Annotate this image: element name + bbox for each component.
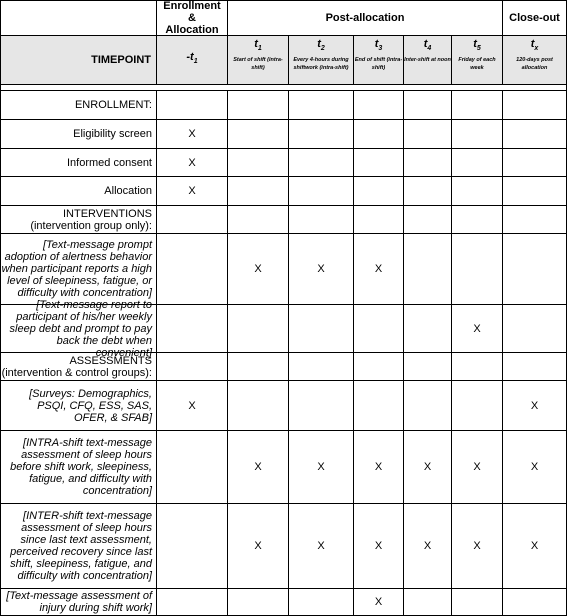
row-label: Allocation [0,177,157,206]
schedule-cell [452,120,503,149]
schedule-cell [228,353,289,381]
schedule-cell [404,91,452,120]
t3-sub: 3 [378,45,383,53]
schedule-cell [452,177,503,206]
schedule-cell: X [354,589,404,616]
row-label: [INTER-shift text-message assessment of sleep hours since last text assessment, perceived recovery since last shift, sleepiness, fatigue, and difficulty with concentration] [0,504,157,589]
t1-sub: 1 [257,45,262,53]
schedule-cell [157,206,228,234]
schedule-cell [228,177,289,206]
tx-desc: 120-days post allocation [516,57,553,72]
timepoint-t1 [228,36,289,85]
schedule-cell [289,206,354,234]
t3-t: t [374,38,379,50]
schedule-cell: X [404,504,452,589]
schedule-cell: X [354,234,404,305]
schedule-cell [289,91,354,120]
schedule-cell [289,589,354,616]
schedule-cell [452,234,503,305]
schedule-cell: X [157,177,228,206]
t4-sub: 4 [427,45,432,53]
schedule-cell [452,149,503,177]
t2-sub: 2 [320,45,325,53]
schedule-cell [354,91,404,120]
schedule-cell [354,305,404,353]
schedule-cell: X [404,431,452,504]
schedule-cell [228,589,289,616]
t4-desc: Inter-shift at noon [404,57,451,64]
row-label: [Surveys: Demographics, PSQI, CFQ, ESS, SAS, OFER, & SFAB] [0,381,157,431]
header-corner [0,0,157,36]
schedule-cell [503,91,567,120]
schedule-cell: X [228,234,289,305]
schedule-cell [289,149,354,177]
schedule-cell [157,431,228,504]
tx-t: t [530,38,535,50]
schedule-cell [404,353,452,381]
timepoint-label: TIMEPOINT [0,36,157,85]
timepoint-t3 [354,36,404,85]
schedule-cell [289,353,354,381]
t1-desc: Start of shift (intra-shift) [233,57,283,72]
schedule-cell [404,120,452,149]
schedule-cell [289,381,354,431]
schedule-cell: X [228,431,289,504]
schedule-cell [354,381,404,431]
schedule-cell [503,149,567,177]
schedule-cell [228,91,289,120]
schedule-cell [404,305,452,353]
t2-desc: Every 4-hours during shiftwork (intra-shift) [293,57,349,72]
row-label: Eligibility screen [0,120,157,149]
schedule-cell [452,381,503,431]
schedule-cell [289,120,354,149]
schedule-cell [157,589,228,616]
schedule-cell [289,305,354,353]
timepoint-t5 [452,36,503,85]
schedule-cell [157,305,228,353]
header-close-out: Close-out [503,0,567,36]
schedule-cell [503,120,567,149]
schedule-cell [404,177,452,206]
timepoint-t2 [289,36,354,85]
t5-t: t [473,38,477,50]
schedule-cell [228,305,289,353]
row-label: [Text-message prompt adoption of alertness behavior when participant reports a high level of sleepiness, fatigue, or difficulty with concentration] [0,234,157,305]
schedule-cell [228,206,289,234]
timepoint-enrollment-sub: 1 [193,58,198,66]
schedule-cell [503,353,567,381]
row-label: [Text-message report to participant of his/her weekly sleep debt and prompt to pay back the debt when convenient] [0,305,157,353]
schedule-cell: X [354,504,404,589]
schedule-cell: X [157,120,228,149]
t5-desc: Friday of each week [458,57,496,72]
t4-t: t [423,38,428,50]
schedule-cell [228,120,289,149]
tx-sub: x [534,45,539,53]
schedule-cell: X [289,431,354,504]
schedule-cell [354,177,404,206]
schedule-cell: X [452,504,503,589]
schedule-cell [157,353,228,381]
schedule-cell [503,305,567,353]
schedule-cell [157,91,228,120]
schedule-cell [503,589,567,616]
timepoint-tx [503,36,567,85]
schedule-cell: X [157,149,228,177]
header-enrollment-allocation: Enrollment & Allocation [157,0,228,36]
schedule-cell [354,206,404,234]
schedule-cell [452,91,503,120]
schedule-cell: X [228,504,289,589]
schedule-cell [157,234,228,305]
t3-desc: End of shift (intra-shift) [354,57,403,72]
schedule-cell [228,149,289,177]
row-label: [Text-message assessment of injury during shift work] [0,589,157,616]
schedule-cell [354,353,404,381]
schedule-cell [404,206,452,234]
schedule-cell: X [289,504,354,589]
schedule-cell [404,149,452,177]
timepoint-enrollment-t: -t [186,51,194,64]
t2-t: t [317,38,321,50]
timepoint-t4 [404,36,452,85]
schedule-cell [404,381,452,431]
schedule-cell [404,234,452,305]
schedule-cell: X [503,381,567,431]
schedule-cell [157,504,228,589]
schedule-cell: X [452,305,503,353]
row-label: Informed consent [0,149,157,177]
row-label: ENROLLMENT: [0,91,157,120]
schedule-cell [228,381,289,431]
row-label: INTERVENTIONS (intervention group only): [0,206,157,234]
t1-t: t [254,38,258,50]
row-label: [INTRA-shift text-message assessment of sleep hours before shift work, sleepiness, fatigue, and difficulty with concentration] [0,431,157,504]
schedule-cell [452,353,503,381]
schedule-cell: X [452,431,503,504]
header-post-allocation: Post-allocation [228,0,503,36]
schedule-cell [289,177,354,206]
row-label: ASSESSMENTS (intervention & control groups): [0,353,157,381]
t5-sub: 5 [476,45,481,53]
schedule-cell [354,149,404,177]
schedule-cell: X [503,431,567,504]
schedule-cell [354,120,404,149]
schedule-cell [452,206,503,234]
schedule-cell: X [354,431,404,504]
schedule-cell: X [289,234,354,305]
schedule-cell: X [157,381,228,431]
schedule-cell [503,177,567,206]
schedule-cell [404,589,452,616]
timepoint-enrollment [157,36,228,85]
schedule-cell [503,206,567,234]
schedule-cell: X [503,504,567,589]
schedule-cell [452,589,503,616]
schedule-cell [503,234,567,305]
